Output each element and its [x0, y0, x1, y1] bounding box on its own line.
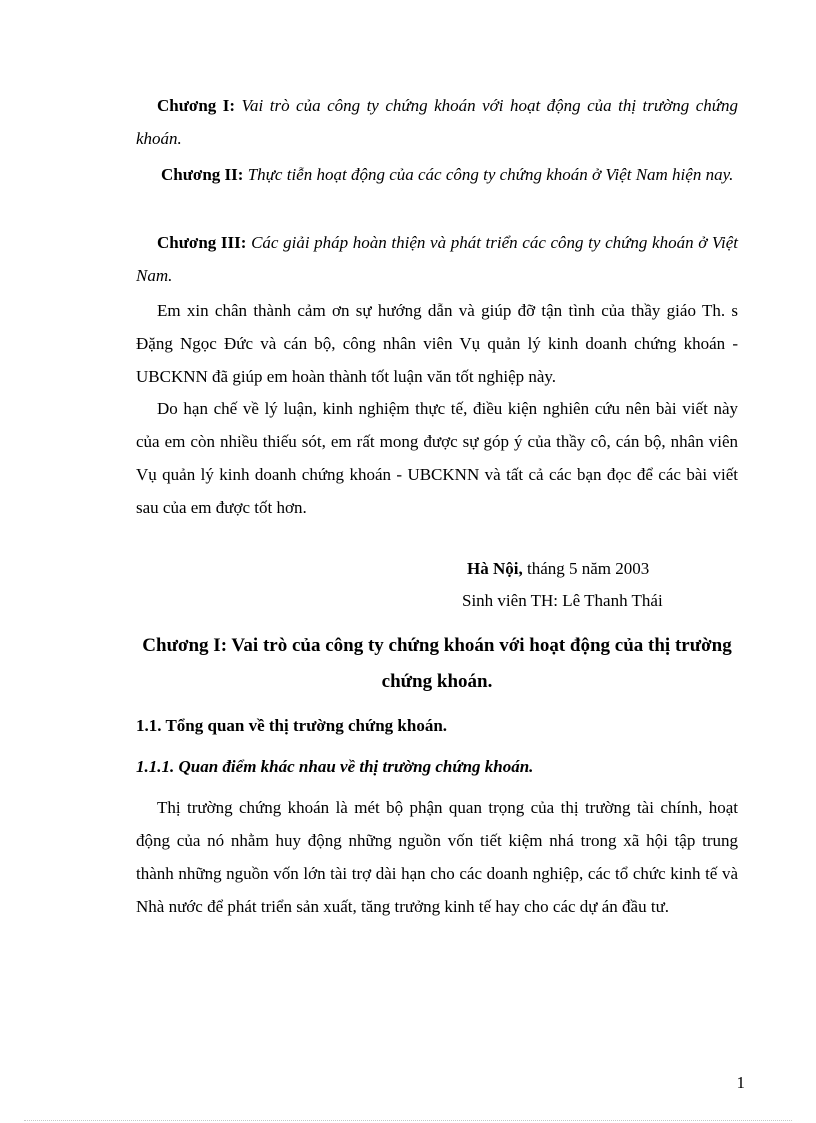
signature-date — [467, 555, 649, 583]
chapter-title: Chương I: Vai trò của công ty chứng khoán với hoạt động của thị trường chứng khoán. — [142, 635, 732, 692]
outline-chapter-3 — [136, 226, 738, 292]
outline-chapter-2 — [136, 158, 738, 191]
footer-divider — [24, 1120, 792, 1121]
thanks-paragraph: Em xin chân thành cảm ơn sự hướng dẫn và giúp đỡ tận tình của thầy giáo Th. s Đặng Ngọc Đức và cán bộ, công nhân viên Vụ quản lý kinh doanh chứng khoán - UBCKNN đã giúp em hoàn thành tốt luận văn tốt nghiệp này. — [136, 301, 738, 386]
signature-author: Sinh viên TH: Lê Thanh Thái — [462, 591, 663, 610]
outline-chapter-1-label: Chương I: — [157, 96, 236, 115]
outline-chapter-3-label: Chương III: — [157, 233, 247, 252]
body-paragraph: Thị trường chứng khoán là mét bộ phận quan trọng của thị trường tài chính, hoạt động của nó nhằm huy động những nguồn vốn tiết kiệm nhá trong xã hội tập trung thành những nguồn vốn lớn tài trợ dài hạn cho các doanh nghiệp, các tổ chức kinh tế và Nhà nước để phát triển sản xuất, tăng trưởng kinh tế hay cho các dự án đầu tư. — [136, 798, 738, 916]
outline-chapter-2-label: Chương II: — [161, 165, 244, 184]
outline-chapter-1-text: Vai trò của công ty chứng khoán với hoạt động của thị trường chứng khoán. — [136, 96, 739, 148]
subsection-heading: 1.1.1. Quan điểm khác nhau về thị trường chứng khoán. — [136, 757, 534, 776]
outline-chapter-2-text: Thực tiễn hoạt động của các công ty chứng khoán ở Việt Nam hiện nay. — [247, 165, 734, 184]
signature-place: Hà Nội, — [467, 559, 523, 578]
outline-chapter-1 — [136, 89, 738, 155]
outline-chapter-3-text: Các giải pháp hoàn thiện và phát triển các công ty chứng khoán ở Việt Nam. — [136, 233, 739, 285]
page-number: 1 — [736, 1073, 745, 1092]
apology-paragraph: Do hạn chế về lý luận, kinh nghiệm thực tế, điều kiện nghiên cứu nên bài viết này của em còn nhiều thiếu sót, em rất mong được sự góp ý của thầy cô, cán bộ, nhân viên Vụ quản lý kinh doanh chứng khoán - UBCKNN và tất cả các bạn đọc để các bài viết sau của em được tốt hơn. — [136, 399, 738, 517]
signature-date-text: tháng 5 năm 2003 — [526, 559, 650, 578]
section-heading: 1.1. Tổng quan về thị trường chứng khoán. — [136, 716, 448, 735]
